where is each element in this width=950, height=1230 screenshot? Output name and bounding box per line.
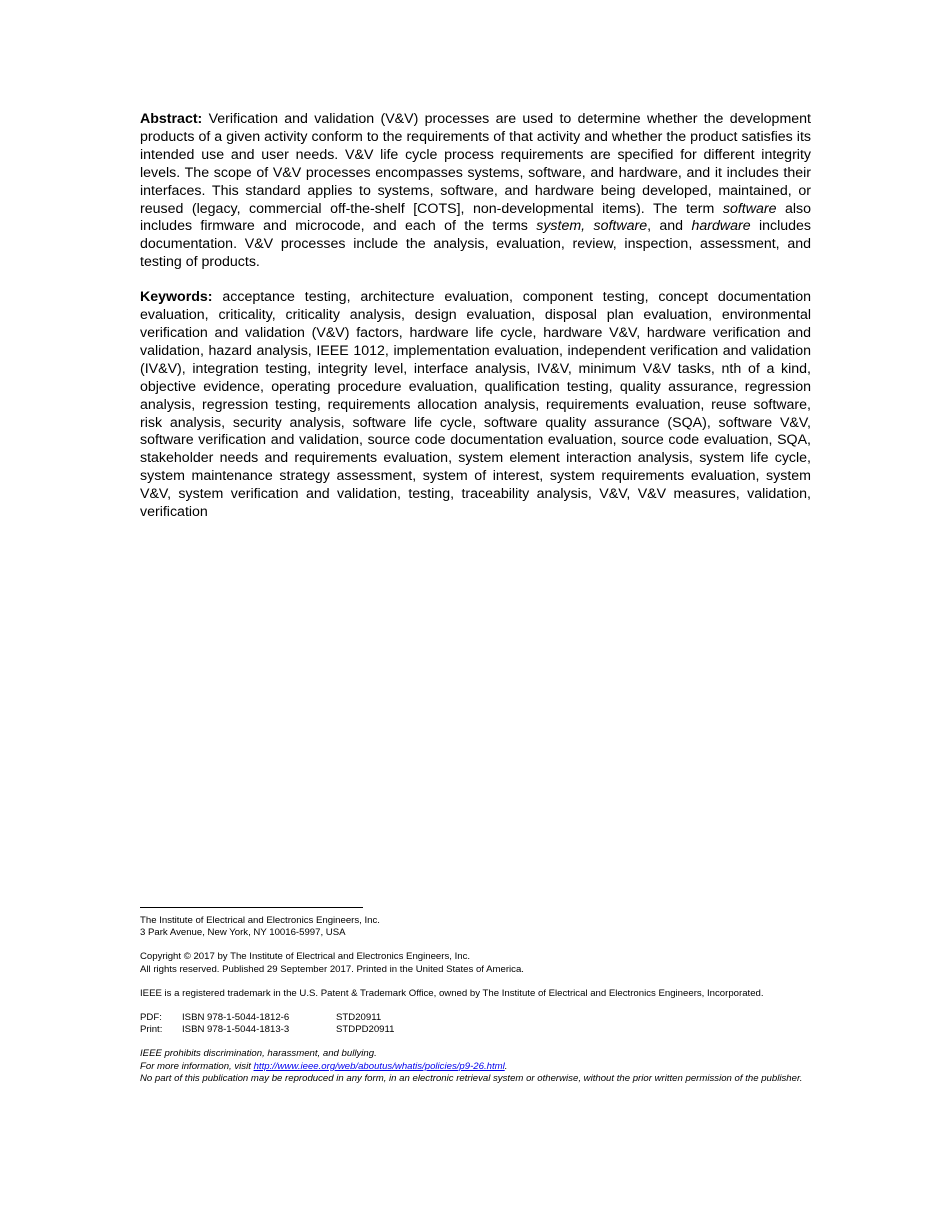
isbn-block: [140, 1012, 811, 1036]
info-suffix: .: [504, 1060, 508, 1072]
abstract-label: Abstract:: [140, 111, 203, 127]
isbn-format: Print:: [140, 1024, 163, 1036]
isbn-code: STDPD20911: [336, 1024, 395, 1036]
publisher-footer: [140, 907, 811, 1085]
abstract-text-1: Verification and validation (V&V) processes are used to determine whether the development products of a given activity conform to the requirements of that activity and whether the product satisfies its intended use and user needs. V&V life cycle process requirements are specified for different integrity levels. The scope of V&V processes encompasses systems, software, and hardware, and it includes their interfaces. This standard applies to systems, software, and hardware being developed, maintained, or reused (legacy, commercial off-the-shelf [COTS], non-developmental items). The term: [140, 111, 811, 217]
copyright-block: [140, 951, 811, 975]
isbn-row-print: [140, 1024, 811, 1036]
abstract-term-system-software: system, software: [536, 218, 648, 235]
abstract-text-2: also includes firmware and microcode, and each of the terms: [140, 200, 812, 235]
isbn-code: STD20911: [336, 1012, 382, 1024]
abstract-term-hardware: hardware: [691, 218, 751, 235]
reproduction-notice: No part of this publication may be reproduced in any form, in an electronic retrieval system or otherwise, without the prior written permission of the publisher.: [140, 1072, 803, 1084]
publisher-street-address: 3 Park Avenue, New York, NY 10016-5997, USA: [140, 927, 346, 939]
isbn-number: ISBN 978-1-5044-1813-3: [182, 1024, 290, 1036]
isbn-row-pdf: [140, 1012, 811, 1024]
policy-line: IEEE prohibits discrimination, harassment, and bullying.: [140, 1048, 377, 1060]
footer-divider: [140, 907, 363, 908]
keywords-label: Keywords:: [140, 289, 213, 306]
abstract-paragraph: [140, 111, 811, 272]
publisher-name: The Institute of Electrical and Electronics Engineers, Inc.: [140, 915, 380, 926]
info-prefix: For more information, visit: [140, 1060, 254, 1072]
main-content: [140, 111, 811, 539]
abstract-term-software: software: [722, 200, 777, 217]
keywords-text: acceptance testing, architecture evaluation, component testing, concept documentation evaluation, criticality, criticality analysis, design evaluation, disposal plan evaluation, environmental verification and validation (V&V) factors, hardware life cycle, hardware V&V, hardware verification and validation, hazard analysis, IEEE 1012, implementation evaluation, independent verification and validation (IV&V), integration testing, integrity level, interface analysis, IV&V, minimum V&V tasks, nth of a kind, objective evidence, operating procedure evaluation, qualification testing, quality assurance, regression analysis, regression testing, requirements allocation analysis, requirements evaluation, reuse software, risk analysis, security analysis, software life cycle, software quality assurance (SQA), software V&V, software verification and validation, source code documentation evaluation, source code evaluation, SQA, stakeholder needs and requirements evaluation, system element interaction analysis, system life cycle, system maintenance strategy assessment, system of interest, system requirements evaluation, system V&V, system verification and validation, testing, traceability analysis, V&V, V&V measures, validation, verification: [140, 289, 811, 521]
policy-link[interactable]: http://www.ieee.org/web/aboutus/whatis/policies/p9-26.html: [253, 1060, 505, 1072]
info-line: [140, 1061, 811, 1073]
abstract-text-4: includes documentation. V&V processes include the analysis, evaluation, review, inspection, assessment, and testing of products.: [140, 218, 812, 271]
keywords-paragraph: [140, 289, 811, 522]
rights-line: All rights reserved. Published 29 September 2017. Printed in the United States of America.: [140, 963, 524, 975]
abstract-text-3: , and: [647, 218, 692, 235]
legal-notices: [140, 1048, 811, 1085]
copyright-line: Copyright © 2017 by The Institute of Electrical and Electronics Engineers, Inc.: [140, 951, 471, 963]
publisher-address: [140, 915, 811, 939]
isbn-format: PDF:: [140, 1012, 162, 1024]
trademark-notice: IEEE is a registered trademark in the U.S. Patent & Trademark Office, owned by The Institute of Electrical and Electronics Engineers, Incorporated.: [140, 987, 764, 999]
isbn-number: ISBN 978-1-5044-1812-6: [182, 1012, 290, 1024]
